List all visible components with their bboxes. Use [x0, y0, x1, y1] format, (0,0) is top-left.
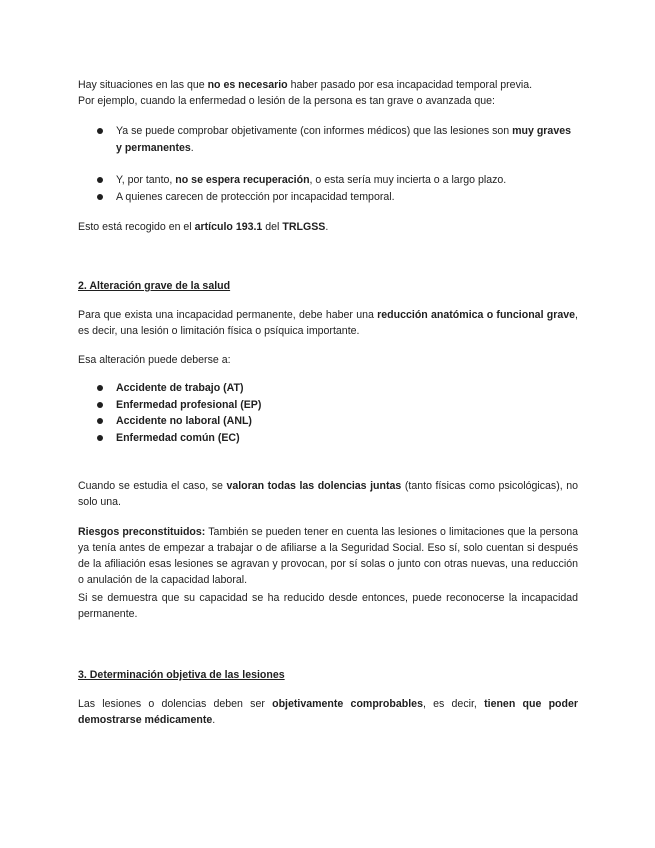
- list-item: [78, 172, 578, 189]
- bullet-icon: [97, 402, 103, 408]
- intro-line-2: Por ejemplo, cuando la enfermedad o lesión de la persona es tan grave o avanzada que:: [78, 95, 495, 107]
- cause-label: Accidente de trabajo (AT): [116, 382, 244, 394]
- section-2-paragraph-2: Esa alteración puede deberse a:: [78, 354, 231, 366]
- text-run: Esto está recogido en el: [78, 221, 195, 233]
- bold-text: tienen que poder demostrarse médicamente: [78, 698, 578, 726]
- bullet-icon: [97, 128, 103, 134]
- text-run: .: [190, 141, 194, 154]
- bullet-list-conditions: [78, 123, 578, 156]
- bold-text: artículo 193.1: [194, 221, 263, 233]
- text-run: .: [212, 714, 216, 726]
- list-item: [78, 380, 578, 397]
- bold-text: reducción anatómica o funcional grave: [377, 309, 576, 321]
- bold-text: objetivamente comprobables: [272, 698, 423, 710]
- bullet-icon: [97, 418, 103, 424]
- text-run: del: [262, 221, 283, 233]
- text-run: Y, por tanto,: [116, 174, 176, 186]
- bullet-icon: [97, 177, 103, 183]
- cause-label: Enfermedad profesional (EP): [116, 398, 262, 411]
- text-run: Cuando se estudia el caso, se: [78, 480, 227, 492]
- text-run: Hay situaciones en las que: [78, 79, 208, 91]
- bold-text: Riesgos preconstituidos:: [78, 526, 206, 538]
- text-run: Ya se puede comprobar objetivamente (con informes médicos) que las lesiones son: [116, 125, 513, 137]
- intro-line-1: [78, 77, 578, 93]
- text-run: (tanto físicas como psicológicas), no solo una.: [78, 480, 578, 508]
- bullet-list-conditions-2: [78, 172, 578, 205]
- section-2-heading: 2. Alteración grave de la salud: [78, 280, 231, 292]
- bold-text: no se espera recuperación: [175, 174, 310, 186]
- list-item: [78, 189, 578, 206]
- article-reference: [78, 219, 578, 235]
- bold-text: TRLGSS: [282, 221, 326, 233]
- list-item: [78, 430, 578, 447]
- section-3-heading: 3. Determinación objetiva de las lesiones: [78, 669, 285, 681]
- list-item: [78, 413, 578, 430]
- cause-label: Enfermedad común (EC): [116, 431, 240, 444]
- section-2-paragraph-4: [78, 524, 578, 588]
- text-run: haber pasado por esa incapacidad temporal previa.: [287, 79, 533, 91]
- text-run: También se pueden tener en cuenta las lesiones o limitaciones que la persona ya tenía antes de empezar a trabajar o de afiliarse a la Seguridad Social. Eso sí, solo cuentan si después de la afiliación esas lesiones se agravan y provocan, por sí solas o junto con otras nuevas, una reducción o anulación de la capacidad laboral.: [78, 526, 578, 586]
- text-run: , es decir,: [422, 698, 485, 710]
- bullet-icon: [97, 435, 103, 441]
- text-run: .: [325, 221, 329, 233]
- bold-text: no es necesario: [207, 79, 288, 91]
- bullet-icon: [97, 194, 103, 200]
- bullet-icon: [97, 385, 103, 391]
- text-run: Las lesiones o dolencias deben ser: [78, 698, 273, 710]
- section-2-paragraph-5: Si se demuestra que su capacidad se ha reducido desde entonces, puede reconocerse la incapacidad permanente.: [78, 592, 578, 620]
- cause-label: Accidente no laboral (ANL): [116, 415, 252, 427]
- bold-text: valoran todas las dolencias juntas: [226, 480, 402, 492]
- text-run: Para que exista una incapacidad permanente, debe haber una: [78, 309, 378, 321]
- intro-paragraph: [78, 77, 578, 109]
- list-item: [78, 123, 578, 156]
- section-2-paragraph-3: [78, 478, 578, 510]
- bold-text: muy graves y permanentes: [116, 125, 571, 154]
- section-2-paragraph-1: [78, 307, 578, 339]
- text-run: A quienes carecen de protección por incapacidad temporal.: [116, 190, 395, 203]
- bullet-list-causes: [78, 380, 578, 446]
- section-3-paragraph-1: [78, 696, 578, 728]
- text-run: , o esta sería muy incierta o a largo plazo.: [309, 174, 507, 186]
- text-run: , es decir, una lesión o limitación física o psíquica importante.: [78, 309, 578, 337]
- list-item: [78, 397, 578, 414]
